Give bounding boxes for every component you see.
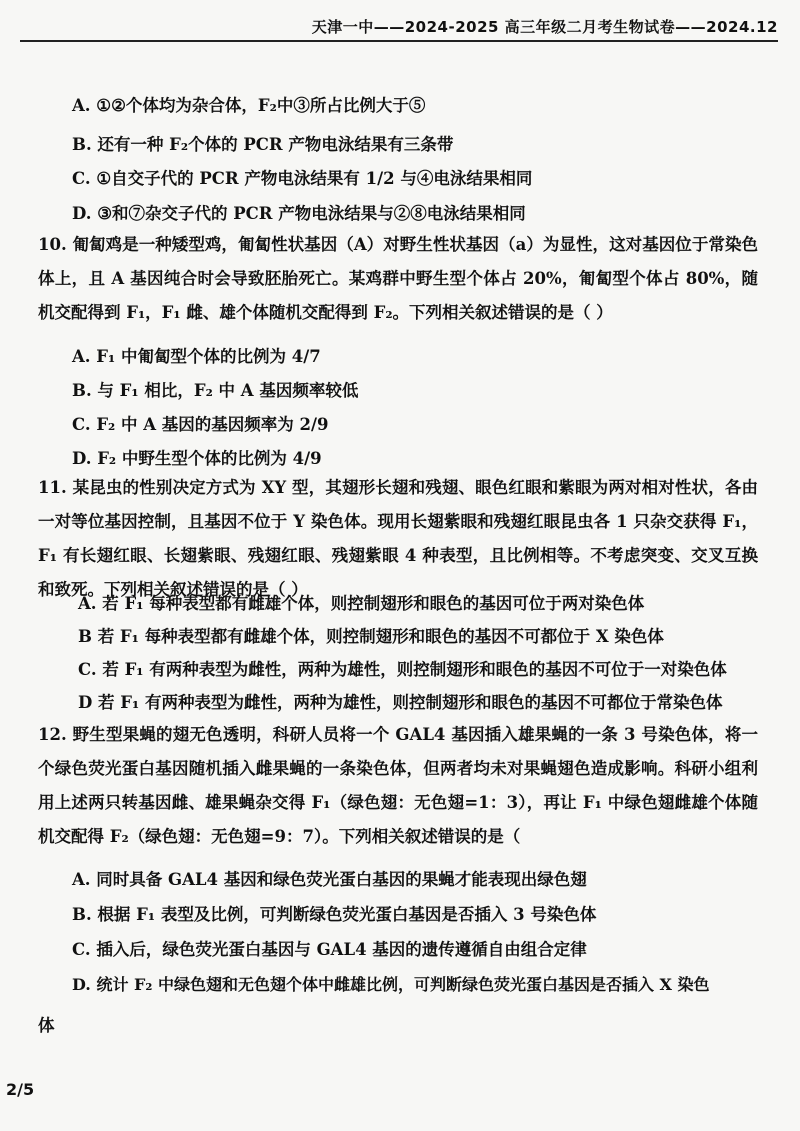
q11-option-c: C. 若 F₁ 有两种表型为雌性，两种为雄性，则控制翅形和眼色的基因不可位于一对染色体 (78, 660, 727, 679)
q9-option-d: D. ③和⑦杂交子代的 PCR 产物电泳结果与②⑧电泳结果相同 (72, 204, 526, 223)
q9-option-b: B. 还有一种 F₂个体的 PCR 产物电泳结果有三条带 (72, 135, 454, 154)
q10-option-c: C. F₂ 中 A 基因的基因频率为 2/9 (72, 415, 329, 434)
q11-option-a: A. 若 F₁ 每种表型都有雌雄个体，则控制翅形和眼色的基因可位于两对染色体 (78, 594, 645, 613)
q9-option-c: C. ①自交子代的 PCR 产物电泳结果有 1/2 与④电泳结果相同 (72, 169, 533, 188)
q11-stem: 11. 某昆虫的性别决定方式为 XY 型，其翅形长翅和残翅、眼色红眼和紫眼为两对相对性状，各由一对等位基因控制，且基因不位于 Y 染色体。现用长翅紫眼和残翅红眼昆虫各 1 只杂交获得 F₁，F₁ 有长翅红眼、长翅紫眼、残翅红眼、残翅紫眼 4 种表型，且比例相等。不考虑突变、交叉互换和致死。下列相关叙述错误的是（ ） (38, 478, 758, 599)
q10-option-b: B. 与 F₁ 相比，F₂ 中 A 基因频率较低 (72, 381, 359, 400)
q12-option-a: A. 同时具备 GAL4 基因和绿色荧光蛋白基因的果蝇才能表现出绿色翅 (72, 870, 587, 889)
q12-option-d: D. 统计 F₂ 中绿色翅和无色翅个体中雌雄比例，可判断绿色荧光蛋白基因是否插入 X 染色 (72, 975, 710, 994)
q12-option-b: B. 根据 F₁ 表型及比例，可判断绿色荧光蛋白基因是否插入 3 号染色体 (72, 905, 597, 924)
q10-option-d: D. F₂ 中野生型个体的比例为 4/9 (72, 449, 322, 468)
q11-option-b: B 若 F₁ 每种表型都有雌雄个体，则控制翅形和眼色的基因不可都位于 X 染色体 (78, 627, 664, 646)
q11-option-d: D 若 F₁ 有两种表型为雌性，两种为雄性，则控制翅形和眼色的基因不可都位于常染色体 (78, 693, 723, 712)
q12-option-c: C. 插入后，绿色荧光蛋白基因与 GAL4 基因的遗传遵循自由组合定律 (72, 940, 587, 959)
q10-stem: 10. 匍匐鸡是一种矮型鸡，匍匐性状基因（A）对野生性状基因（a）为显性，这对基因位于常染色体上，且 A 基因纯合时会导致胚胎死亡。某鸡群中野生型个体占 20%，匍匐型个体占 80%，随机交配得到 F₁，F₁ 雌、雄个体随机交配得到 F₂。下列相关叙述错误的是（ ） (38, 235, 758, 322)
header-rule (20, 40, 778, 42)
q10-option-a: A. F₁ 中匍匐型个体的比例为 4/7 (72, 347, 321, 366)
header-title: 天津一中——2024-2025 高三年级二月考生物试卷——2024.12 (311, 18, 778, 36)
q12-option-d-continued: 体 (38, 1016, 55, 1035)
page-number: 2/5 (6, 1080, 35, 1099)
q12-stem: 12. 野生型果蝇的翅无色透明，科研人员将一个 GAL4 基因插入雄果蝇的一条 3 号染色体，将一个绿色荧光蛋白基因随机插入雌果蝇的一条染色体，但两者均未对果蝇翅色造成影响。科研小组利用上述两只转基因雌、雄果蝇杂交得 F₁（绿色翅：无色翅=1：3），再让 F₁ 中绿色翅雌雄个体随机交配得 F₂（绿色翅：无色翅=9：7）。下列相关叙述错误的是（ (38, 725, 758, 846)
page-header (20, 8, 778, 38)
q9-option-a: A. ①②个体均为杂合体，F₂中③所占比例大于⑤ (72, 96, 426, 115)
